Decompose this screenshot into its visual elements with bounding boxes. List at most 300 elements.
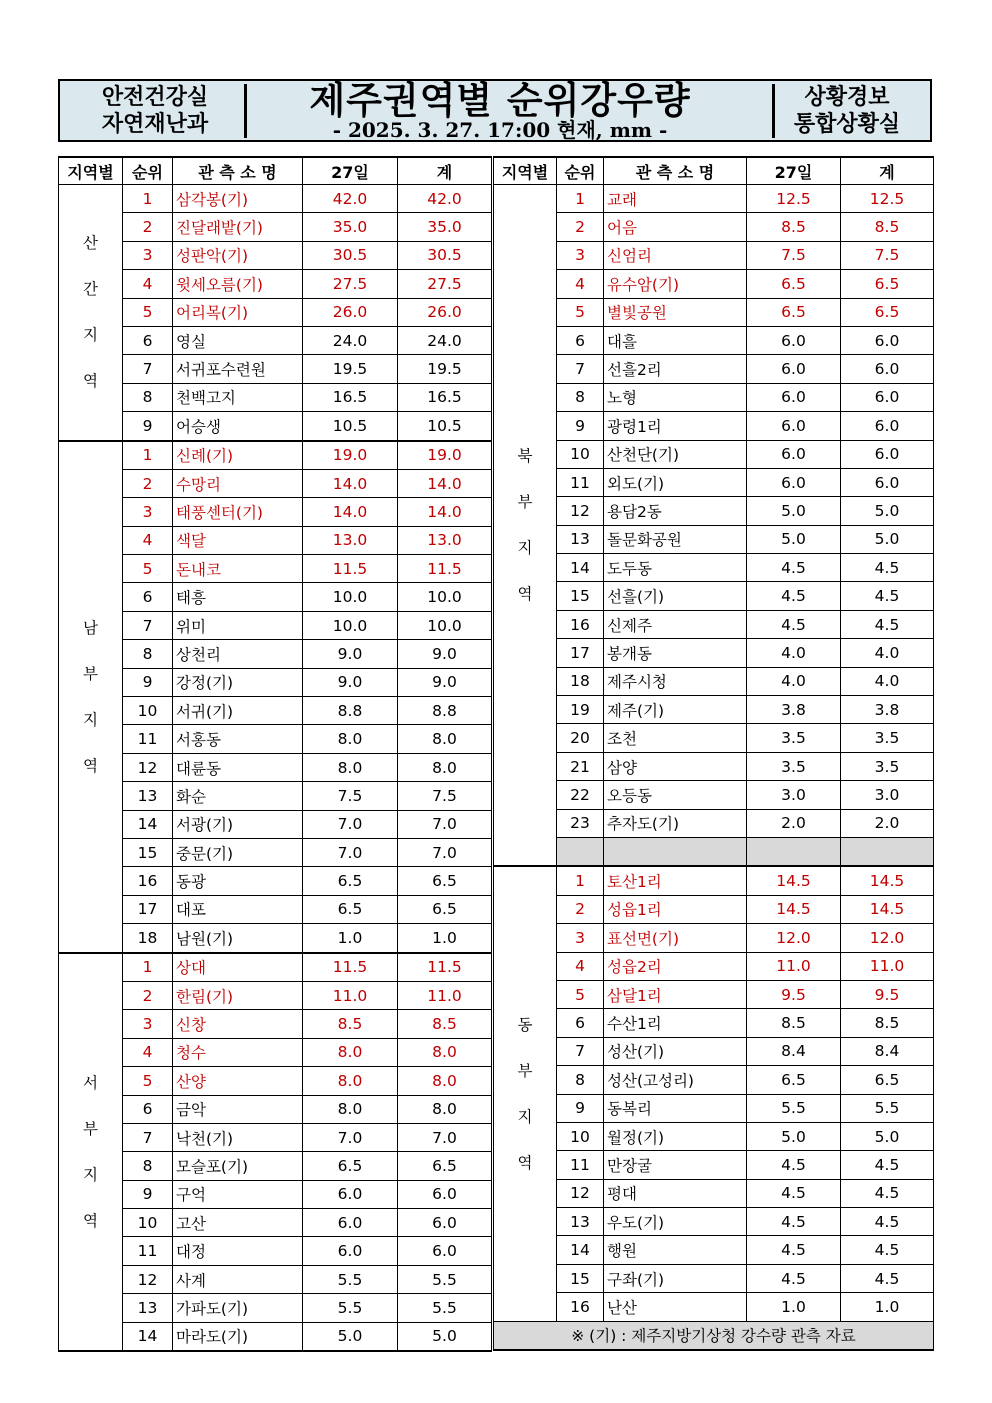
header-station: 관 측 소 명 <box>604 157 747 185</box>
station-name: 광령1리 <box>607 417 662 436</box>
total-value-cell: 9.0 <box>398 640 492 668</box>
station-name: 우도(기) <box>607 1213 665 1232</box>
station-name: 금악 <box>176 1101 206 1120</box>
table-row <box>59 838 492 866</box>
rank-cell: 4 <box>557 952 604 980</box>
station-name-cell <box>173 725 303 753</box>
station-name-cell <box>604 1094 747 1122</box>
rank-cell: 1 <box>123 441 173 470</box>
day-value-cell: 11.0 <box>303 981 398 1009</box>
station-name: 강정(기) <box>176 674 234 693</box>
station-name: 수망리 <box>176 475 221 494</box>
table-row <box>494 610 934 638</box>
rank-cell: 2 <box>557 895 604 923</box>
table-row <box>494 1009 934 1037</box>
rank-cell: 16 <box>557 1293 604 1321</box>
rank-cell: 15 <box>557 582 604 610</box>
table-row <box>59 1038 492 1066</box>
day-value-cell: 4.5 <box>747 582 841 610</box>
station-name-cell <box>173 270 303 298</box>
total-value-cell: 9.0 <box>398 668 492 696</box>
station-name: 동복리 <box>607 1100 652 1119</box>
station-name-cell <box>604 241 747 269</box>
table-row <box>494 1236 934 1264</box>
total-value-cell: 8.0 <box>398 753 492 781</box>
table-row <box>59 1322 492 1351</box>
total-value-cell: 6.5 <box>841 298 934 326</box>
region-char: 부 <box>517 493 533 512</box>
day-value-cell: 5.0 <box>747 1122 841 1150</box>
station-name-cell <box>604 696 747 724</box>
day-value-cell: 7.5 <box>747 241 841 269</box>
region-char: 역 <box>517 1154 533 1172</box>
station-name: 모슬포(기) <box>176 1157 248 1176</box>
station-name-cell <box>173 867 303 895</box>
table-row <box>494 497 934 525</box>
total-value-cell: 6.5 <box>841 1066 934 1094</box>
day-value-cell: 5.5 <box>303 1294 398 1322</box>
table-row <box>494 1179 934 1207</box>
day-value-cell: 3.0 <box>747 781 841 809</box>
rainfall-table-left <box>58 156 492 1352</box>
total-value-cell: 10.0 <box>398 583 492 611</box>
table-row <box>494 241 934 269</box>
table-row <box>59 441 492 470</box>
total-value-cell: 12.0 <box>841 924 934 952</box>
table-row <box>59 298 492 326</box>
table-row <box>494 582 934 610</box>
table-row <box>494 1066 934 1094</box>
department-label <box>68 84 242 140</box>
rank-cell: 2 <box>123 981 173 1009</box>
table-row <box>59 1067 492 1095</box>
total-value-cell: 4.5 <box>841 1179 934 1207</box>
rank-cell: 13 <box>557 1208 604 1236</box>
table-row <box>494 1094 934 1122</box>
region-label-south <box>59 441 123 953</box>
station-name-cell <box>604 639 747 667</box>
station-name: 고산 <box>176 1214 206 1233</box>
station-name-cell <box>173 383 303 411</box>
day-value-cell: 4.5 <box>747 1264 841 1292</box>
station-name: 교래 <box>607 190 637 209</box>
region-char: 서 <box>83 1073 98 1092</box>
station-name: 마라도(기) <box>176 1328 248 1347</box>
table-row <box>59 697 492 725</box>
table-row <box>59 810 492 838</box>
day-value-cell: 8.5 <box>747 213 841 241</box>
total-value-cell: 14.5 <box>841 895 934 923</box>
table-row <box>59 270 492 298</box>
station-name-cell <box>173 1265 303 1293</box>
rank-cell: 7 <box>123 611 173 639</box>
table-row <box>59 1152 492 1180</box>
rank-cell: 5 <box>123 298 173 326</box>
station-name: 행원 <box>607 1242 637 1261</box>
station-name: 삼각봉(기) <box>176 190 248 209</box>
region-char: 부 <box>83 664 98 683</box>
rank-cell: 11 <box>123 1237 173 1265</box>
region-char: 지 <box>517 1108 533 1126</box>
table-row <box>494 924 934 952</box>
header-divider-left <box>244 84 247 138</box>
total-value-cell: 5.5 <box>841 1094 934 1122</box>
day-value-cell: 6.5 <box>303 1152 398 1180</box>
rank-cell: 18 <box>557 667 604 695</box>
day-value-cell: 13.0 <box>303 526 398 554</box>
rank-cell: 10 <box>557 440 604 468</box>
rank-cell: 1 <box>557 185 604 213</box>
station-name: 조천 <box>607 730 637 749</box>
station-name-cell <box>604 980 747 1008</box>
day-value-cell: 14.0 <box>303 469 398 497</box>
day-value-cell: 9.0 <box>303 668 398 696</box>
table-row <box>59 640 492 668</box>
table-row <box>494 1208 934 1236</box>
station-name-cell <box>173 1123 303 1151</box>
station-name-cell <box>173 924 303 953</box>
station-name: 윗세오름(기) <box>176 275 263 294</box>
day-value-cell: 8.0 <box>303 1067 398 1095</box>
total-value-cell: 30.5 <box>398 241 492 269</box>
total-value-cell: 6.0 <box>841 412 934 440</box>
table-row <box>494 298 934 326</box>
station-name-cell <box>604 582 747 610</box>
total-value-cell: 4.0 <box>841 667 934 695</box>
total-value-cell: 16.5 <box>398 383 492 411</box>
report-title: 제주권역별 순위강우량 <box>309 79 691 122</box>
station-name: 천백고지 <box>176 389 236 408</box>
station-name: 구좌(기) <box>607 1270 665 1289</box>
table-row <box>494 1037 934 1065</box>
day-value-cell: 8.5 <box>747 1009 841 1037</box>
region-char: 지 <box>83 326 98 345</box>
station-name-cell <box>173 838 303 866</box>
rank-cell: 5 <box>123 555 173 583</box>
table-row <box>494 355 934 383</box>
header-row <box>59 157 492 185</box>
table-row <box>59 924 492 953</box>
total-value-cell: 2.0 <box>841 809 934 837</box>
station-name: 태풍센터(기) <box>176 503 263 522</box>
station-name: 월정(기) <box>607 1128 665 1147</box>
station-name: 상대 <box>176 959 206 978</box>
table-row <box>494 724 934 752</box>
station-name-cell <box>173 1322 303 1351</box>
rainfall-table-right <box>493 156 934 1351</box>
day-value-cell: 6.0 <box>747 468 841 496</box>
table-row <box>494 383 934 411</box>
total-value-cell: 7.0 <box>398 1123 492 1151</box>
station-name-cell <box>604 781 747 809</box>
empty-cell <box>604 837 747 866</box>
day-value-cell: 6.0 <box>747 355 841 383</box>
station-name: 성산(기) <box>607 1043 665 1062</box>
station-name-cell <box>173 640 303 668</box>
station-name: 대정 <box>176 1243 206 1262</box>
total-value-cell: 4.5 <box>841 1264 934 1292</box>
rank-cell: 23 <box>557 809 604 837</box>
total-value-cell: 19.5 <box>398 355 492 383</box>
day-value-cell: 10.0 <box>303 611 398 639</box>
station-name-cell <box>173 326 303 354</box>
total-value-cell: 3.5 <box>841 724 934 752</box>
region-label-north <box>494 185 557 867</box>
station-name: 삼양 <box>607 758 637 777</box>
day-value-cell: 7.5 <box>303 782 398 810</box>
total-value-cell: 42.0 <box>398 185 492 213</box>
footnote: ※ (기) : 제주지방기상청 강수량 관측 자료 <box>494 1321 934 1350</box>
rank-cell: 6 <box>123 1095 173 1123</box>
station-name: 대포 <box>176 901 206 920</box>
day-value-cell: 24.0 <box>303 326 398 354</box>
total-value-cell: 4.5 <box>841 1208 934 1236</box>
total-value-cell: 4.5 <box>841 1236 934 1264</box>
rank-cell: 7 <box>123 355 173 383</box>
station-name: 신제주 <box>607 616 652 635</box>
station-name-cell <box>604 1151 747 1179</box>
total-value-cell: 35.0 <box>398 213 492 241</box>
rank-cell: 4 <box>123 270 173 298</box>
header-total: 계 <box>841 157 934 185</box>
day-value-cell: 9.0 <box>303 640 398 668</box>
total-value-cell: 14.0 <box>398 498 492 526</box>
station-name: 오등동 <box>607 786 652 805</box>
total-value-cell: 11.0 <box>398 981 492 1009</box>
office-line-1: 상황경보 <box>804 85 890 110</box>
table-row <box>59 412 492 441</box>
total-value-cell: 6.0 <box>841 355 934 383</box>
table-row <box>494 866 934 895</box>
day-value-cell: 4.5 <box>747 610 841 638</box>
table-row <box>59 326 492 354</box>
total-value-cell: 7.0 <box>398 838 492 866</box>
station-name: 노형 <box>607 389 637 408</box>
station-name-cell <box>604 667 747 695</box>
total-value-cell: 11.0 <box>841 952 934 980</box>
rank-cell: 14 <box>123 1322 173 1351</box>
day-value-cell: 6.0 <box>747 440 841 468</box>
station-name-cell <box>173 583 303 611</box>
region-label-west <box>59 953 123 1351</box>
total-value-cell: 10.5 <box>398 412 492 441</box>
station-name: 상천리 <box>176 645 221 664</box>
rank-cell: 8 <box>123 640 173 668</box>
station-name-cell <box>604 924 747 952</box>
day-value-cell: 6.0 <box>303 1209 398 1237</box>
rank-cell: 14 <box>557 1236 604 1264</box>
station-name: 토산1리 <box>607 873 662 892</box>
station-name-cell <box>604 1009 747 1037</box>
day-value-cell: 19.0 <box>303 441 398 470</box>
day-value-cell: 4.5 <box>747 1208 841 1236</box>
total-value-cell: 5.0 <box>398 1322 492 1351</box>
total-value-cell: 8.5 <box>841 1009 934 1037</box>
rank-cell: 9 <box>557 412 604 440</box>
day-value-cell: 8.0 <box>303 1095 398 1123</box>
table-row <box>59 583 492 611</box>
station-name: 신엄리 <box>607 247 652 266</box>
station-name-cell <box>173 355 303 383</box>
day-value-cell: 2.0 <box>747 809 841 837</box>
day-value-cell: 11.5 <box>303 953 398 982</box>
station-name-cell <box>604 326 747 354</box>
department-line-2: 자연재난과 <box>101 112 209 137</box>
station-name-cell <box>604 1179 747 1207</box>
station-name-cell <box>173 1237 303 1265</box>
station-name-cell <box>604 809 747 837</box>
total-value-cell: 14.0 <box>398 469 492 497</box>
station-name-cell <box>604 525 747 553</box>
table-row <box>59 355 492 383</box>
day-value-cell: 8.8 <box>303 697 398 725</box>
rank-cell: 11 <box>557 1151 604 1179</box>
station-name: 한림(기) <box>176 987 234 1006</box>
station-name-cell <box>173 469 303 497</box>
rank-cell: 21 <box>557 752 604 780</box>
day-value-cell: 8.0 <box>303 1038 398 1066</box>
total-value-cell: 3.0 <box>841 781 934 809</box>
total-value-cell: 6.0 <box>841 383 934 411</box>
day-value-cell: 4.5 <box>747 1151 841 1179</box>
rank-cell: 10 <box>557 1122 604 1150</box>
station-name: 어음 <box>607 219 637 238</box>
station-name-cell <box>604 1293 747 1321</box>
total-value-cell: 5.0 <box>841 1122 934 1150</box>
rank-cell: 1 <box>123 185 173 213</box>
table-row <box>59 782 492 810</box>
rank-cell: 4 <box>557 270 604 298</box>
station-name: 유수암(기) <box>607 275 679 294</box>
header-rank: 순위 <box>123 157 173 185</box>
table-row <box>59 469 492 497</box>
total-value-cell: 8.8 <box>398 697 492 725</box>
rank-cell: 6 <box>123 583 173 611</box>
total-value-cell: 27.5 <box>398 270 492 298</box>
day-value-cell: 11.5 <box>303 555 398 583</box>
day-value-cell: 14.5 <box>747 895 841 923</box>
day-value-cell: 11.0 <box>747 952 841 980</box>
region-char: 지 <box>83 1165 98 1184</box>
station-name-cell <box>173 895 303 923</box>
table-row <box>494 809 934 837</box>
station-name: 어승생 <box>176 417 221 436</box>
station-name-cell <box>604 610 747 638</box>
station-name: 동광 <box>176 873 206 892</box>
day-value-cell: 4.5 <box>747 1179 841 1207</box>
total-value-cell: 4.5 <box>841 582 934 610</box>
station-name: 성읍2리 <box>607 958 662 977</box>
rank-cell: 6 <box>557 1009 604 1037</box>
rank-cell: 9 <box>123 668 173 696</box>
total-value-cell: 19.0 <box>398 441 492 470</box>
region-char: 북 <box>517 447 533 466</box>
total-value-cell: 4.0 <box>841 639 934 667</box>
station-name: 성판악(기) <box>176 247 248 266</box>
table-row <box>494 696 934 724</box>
rank-cell: 11 <box>123 725 173 753</box>
rank-cell: 8 <box>557 1066 604 1094</box>
table-row <box>494 213 934 241</box>
region-char: 부 <box>517 1062 533 1080</box>
station-name-cell <box>604 298 747 326</box>
station-name-cell <box>173 441 303 470</box>
rank-cell: 19 <box>557 696 604 724</box>
day-value-cell: 6.5 <box>747 298 841 326</box>
station-name-cell <box>173 753 303 781</box>
total-value-cell: 5.0 <box>841 525 934 553</box>
station-name-cell <box>173 526 303 554</box>
empty-cell <box>747 837 841 866</box>
day-value-cell: 6.0 <box>747 412 841 440</box>
day-value-cell: 9.5 <box>747 980 841 1008</box>
day-value-cell: 7.0 <box>303 1123 398 1151</box>
total-value-cell: 3.5 <box>841 752 934 780</box>
total-value-cell: 6.0 <box>841 440 934 468</box>
note-row <box>494 1321 934 1350</box>
total-value-cell: 10.0 <box>398 611 492 639</box>
station-name: 만장굴 <box>607 1156 652 1175</box>
rank-cell: 6 <box>123 326 173 354</box>
office-label <box>772 84 922 140</box>
station-name: 선흘(기) <box>607 588 665 607</box>
header-station: 관 측 소 명 <box>173 157 303 185</box>
station-name-cell <box>173 241 303 269</box>
total-value-cell: 6.0 <box>398 1180 492 1208</box>
total-value-cell: 8.5 <box>398 1010 492 1038</box>
table-row <box>59 895 492 923</box>
station-name: 화순 <box>176 787 206 806</box>
rank-cell: 11 <box>557 468 604 496</box>
table-row <box>59 213 492 241</box>
day-value-cell: 5.5 <box>747 1094 841 1122</box>
total-value-cell: 8.0 <box>398 725 492 753</box>
station-name: 산양 <box>176 1072 206 1091</box>
station-name-cell <box>173 298 303 326</box>
rank-cell: 22 <box>557 781 604 809</box>
station-name: 봉개동 <box>607 644 652 663</box>
station-name-cell <box>604 1037 747 1065</box>
table-row <box>59 1180 492 1208</box>
station-name-cell <box>604 213 747 241</box>
day-value-cell: 6.5 <box>747 1066 841 1094</box>
total-value-cell: 4.5 <box>841 554 934 582</box>
table-row <box>59 526 492 554</box>
table-row <box>59 1095 492 1123</box>
table-row <box>59 725 492 753</box>
rank-cell: 5 <box>557 298 604 326</box>
station-name: 낙천(기) <box>176 1129 234 1148</box>
station-name-cell <box>604 185 747 213</box>
station-name: 신창 <box>176 1016 206 1035</box>
rank-cell: 13 <box>557 525 604 553</box>
rank-cell: 1 <box>557 866 604 895</box>
station-name-cell <box>173 1180 303 1208</box>
station-name: 산천단(기) <box>607 446 679 465</box>
station-name-cell <box>604 952 747 980</box>
total-value-cell: 6.5 <box>398 1152 492 1180</box>
rank-cell: 2 <box>123 469 173 497</box>
day-value-cell: 6.0 <box>303 1237 398 1265</box>
table-row <box>59 668 492 696</box>
region-char: 역 <box>83 1211 98 1230</box>
region-label-mountain <box>59 185 123 441</box>
table-row <box>494 752 934 780</box>
station-name-cell <box>604 383 747 411</box>
rank-cell: 3 <box>123 241 173 269</box>
day-value-cell: 27.5 <box>303 270 398 298</box>
table-row <box>59 383 492 411</box>
